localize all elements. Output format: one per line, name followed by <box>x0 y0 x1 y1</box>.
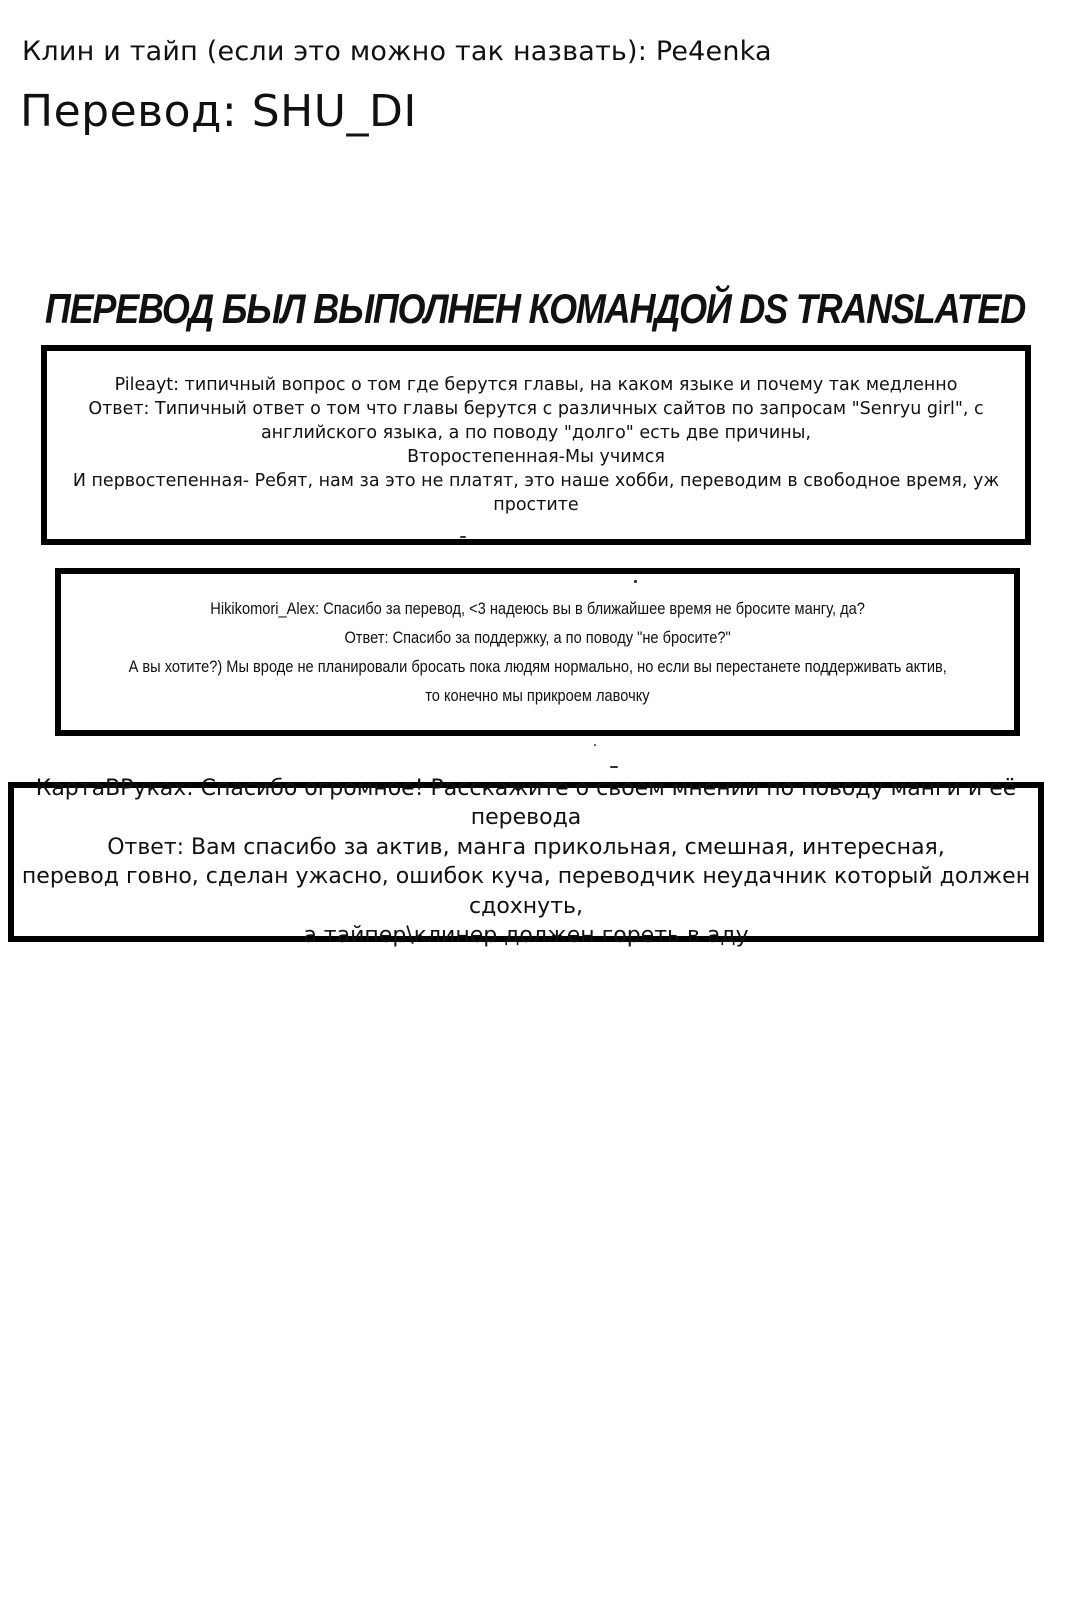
qa-line: Pileayt: типичный вопрос о том где берутся главы, на каком языке и почему так медленно <box>114 375 958 395</box>
qa-box-kartavrukah <box>8 775 1044 948</box>
qa-line: перевод говно, сделан ужасно, ошибок куча, переводчик неудачник который должен сдохнуть, <box>21 864 1031 919</box>
qa-box-pileayt <box>41 345 1031 545</box>
team-heading: ПЕРЕВОД БЫЛ ВЫПОЛНЕН КОМАНДОЙ DS TRANSLATED <box>44 284 1026 332</box>
qa-line: И первостепенная- Ребят, нам за это не платят, это наше хобби, переводим в свободное время, уж <box>72 471 1000 491</box>
qa-line: Hikikomori_Alex: Спасибо за перевод, <3 надеюсь вы в ближайшее время не бросите мангу, да? <box>210 599 865 618</box>
credit-translation: Перевод: SHU_DI <box>20 86 417 137</box>
credit-clean-type: Клин и тайп (если это можно так назвать): Pe4enka <box>22 36 772 67</box>
scan-speck <box>460 536 466 538</box>
qa-line: английского языка, а по поводу "долго" есть две причины, <box>260 423 812 443</box>
qa-line: простите <box>493 495 579 515</box>
scan-speck <box>634 580 637 583</box>
qa-line: Ответ: Вам спасибо за актив, манга прикольная, смешная, интересная, <box>107 834 945 860</box>
qa-line: а тайпер\клинер должен гореть в аду <box>303 923 749 948</box>
scan-speck <box>610 766 618 768</box>
scan-speck <box>594 744 596 746</box>
qa-line: А вы хотите?) Мы вроде не планировали бросать пока людям нормально, но если вы перестанете поддерживать актив, <box>128 657 947 676</box>
qa-line: Ответ: Типичный ответ о том что главы берутся с различных сайтов по запросам "Senryu girl", с <box>88 399 984 419</box>
qa-box-hikikomori <box>55 568 1020 736</box>
qa-line: Второстепенная-Мы учимся <box>407 447 665 467</box>
qa-line: Ответ: Спасибо за поддержку, а по поводу "не бросите?" <box>344 628 731 647</box>
qa-line: КартаВРуках: Спасибо огромное! Расскажите о своем мнении по поводу манги и её перевода <box>35 775 1017 830</box>
qa-line: то конечно мы прикроем лавочку <box>425 686 650 705</box>
